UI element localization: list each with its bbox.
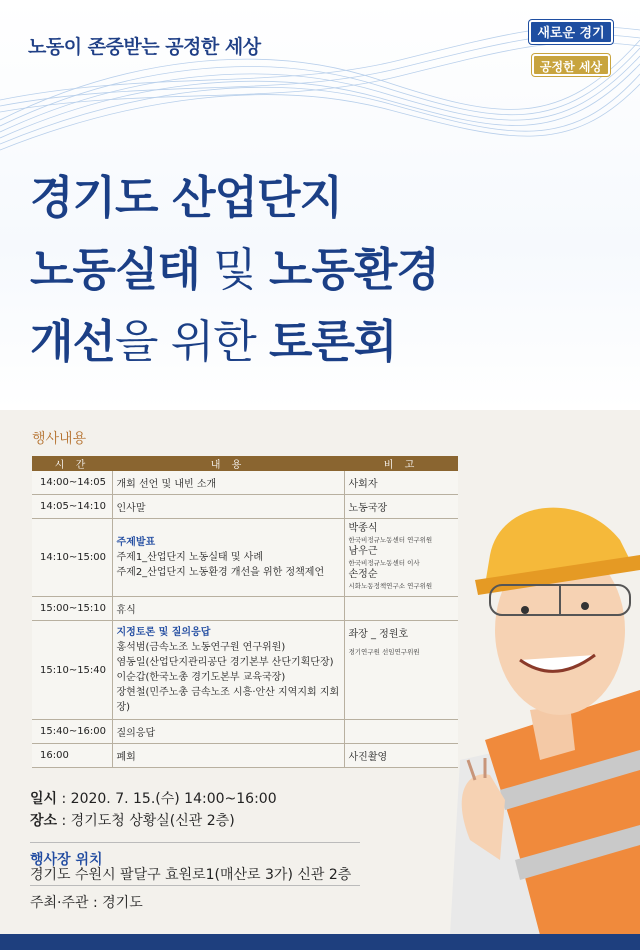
- row-time: 15:40~16:00: [32, 720, 112, 744]
- badge-bottom-label: 공정한 세상: [532, 54, 610, 76]
- row-content: 질의응답: [112, 720, 344, 744]
- row-note: [344, 597, 458, 621]
- date-value: : 2020. 7. 15.(수) 14:00~16:00: [57, 791, 277, 807]
- topic-item: 주제2_산업단지 노동환경 개선을 위한 정책제언: [116, 567, 325, 578]
- row-time: 15:00~15:10: [32, 597, 112, 621]
- column-header-time: 시 간: [32, 456, 112, 471]
- row-note: [344, 720, 458, 744]
- session-title: 지정토론 및 질의응답: [116, 627, 211, 638]
- row-note: 사회자: [344, 471, 458, 495]
- footer-bar: [0, 934, 640, 950]
- badge-top-label: 새로운 경기: [529, 20, 613, 44]
- location-title: 행사장 위치: [30, 842, 360, 864]
- table-row: [32, 495, 458, 519]
- presenter-role: 시화노동정책연구소 연구위원: [348, 582, 433, 590]
- logo-badge: [529, 20, 613, 76]
- panelist: 홍석범(금속노조 노동연구원 연구위원): [116, 642, 286, 653]
- row-note: 사진촬영: [344, 744, 458, 768]
- date-row: [30, 788, 360, 810]
- column-header-content: 내 용: [112, 456, 344, 471]
- table-row: [32, 621, 458, 720]
- table-row: [32, 744, 458, 768]
- presenter-name: 박종식: [348, 523, 378, 534]
- presenter-name: 손정순: [348, 569, 378, 580]
- host-info: 주최·주관 : 경기도: [30, 895, 143, 911]
- panelist: 이순갑(한국노총 경기도본부 교육국장): [116, 672, 286, 683]
- table-header-row: [32, 456, 458, 471]
- slogan: 노동이 존중받는 공정한 세상: [28, 36, 261, 58]
- row-time: 15:10~15:40: [32, 621, 112, 720]
- schedule-heading: 행사내용: [32, 431, 87, 447]
- row-content: 휴식: [112, 597, 344, 621]
- panelist: 장현철(민주노총 금속노조 시흥·안산 지역지회 지회장): [116, 687, 340, 713]
- table-row: [32, 597, 458, 621]
- place-value: : 경기도청 상황실(신관 2층): [57, 813, 235, 829]
- schedule-table: [32, 456, 458, 768]
- page-title: [30, 162, 439, 378]
- row-time: 16:00: [32, 744, 112, 768]
- table-row: [32, 720, 458, 744]
- place-row: [30, 810, 360, 832]
- table-row: [32, 519, 458, 597]
- column-header-note: 비 고: [344, 456, 458, 471]
- row-time: 14:10~15:00: [32, 519, 112, 597]
- row-content: [112, 621, 344, 720]
- event-info: [30, 788, 360, 914]
- row-content: 인사말: [112, 495, 344, 519]
- session-title: 주제발표: [116, 537, 156, 548]
- presenter-name: 남우근: [348, 546, 378, 557]
- title-line-3: 개선을 위한 토론회: [30, 315, 397, 368]
- address: 경기도 수원시 팔달구 효원로1(매산로 3가) 신관 2층: [30, 864, 360, 886]
- row-note: [344, 621, 458, 720]
- row-content: 폐회: [112, 744, 344, 768]
- topic-item: 주제1_산업단지 노동실태 및 사례: [116, 552, 263, 563]
- date-label: 일시: [30, 791, 58, 807]
- chair-role: 경기연구원 선임연구위원: [348, 648, 420, 656]
- presenter-role: 한국비정규노동센터 이사: [348, 559, 420, 567]
- place-label: 장소: [30, 813, 58, 829]
- presenter-role: 한국비정규노동센터 연구위원: [348, 536, 433, 544]
- row-time: 14:00~14:05: [32, 471, 112, 495]
- row-content: 개회 선언 및 내빈 소개: [112, 471, 344, 495]
- title-line-2: 노동실태 및 노동환경: [30, 243, 439, 296]
- row-note: [344, 519, 458, 597]
- row-content: [112, 519, 344, 597]
- table-row: [32, 471, 458, 495]
- chair-name: 좌장 _ 정원호: [348, 629, 409, 640]
- row-note: 노동국장: [344, 495, 458, 519]
- panelist: 염동일(산업단지관리공단 경기본부 산단기획단장): [116, 657, 334, 668]
- schedule-section: [32, 428, 458, 768]
- title-line-1: 경기도 산업단지: [30, 171, 342, 224]
- row-time: 14:05~14:10: [32, 495, 112, 519]
